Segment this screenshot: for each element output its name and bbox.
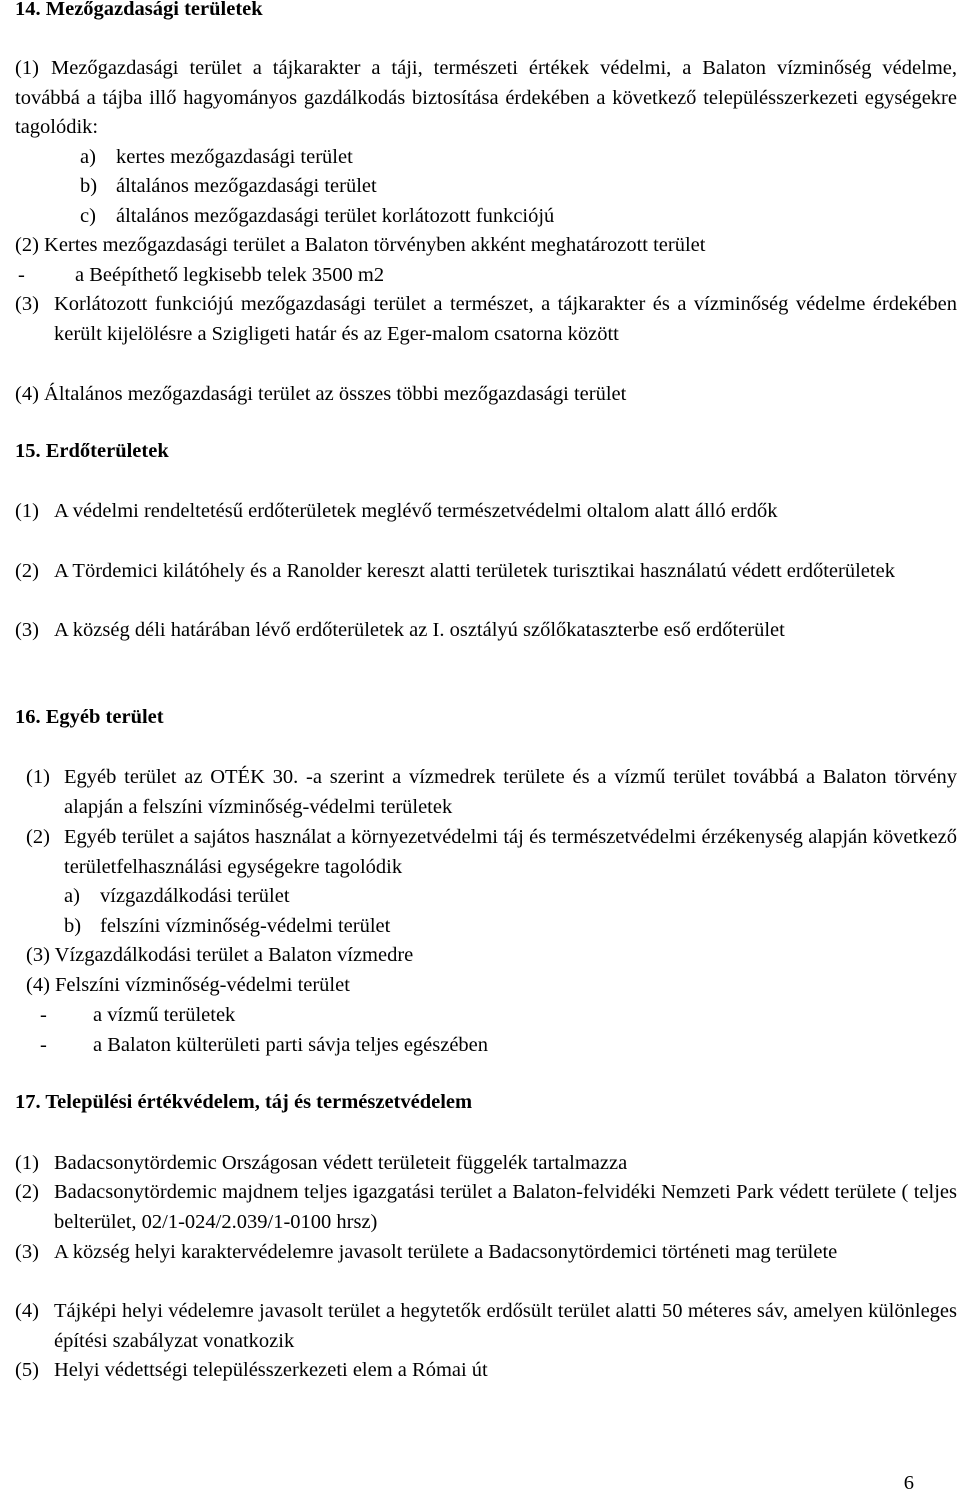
dash-mark: - [40, 1034, 47, 1056]
item-text: Badacsonytördemic Országosan védett területeit függelék tartalmazza [54, 1152, 628, 1174]
section-14-heading: 14. Mezőgazdasági területek [15, 0, 263, 20]
item-number: (1) [26, 766, 50, 788]
sub-label: b) [64, 915, 82, 937]
sec16-dash-1 [40, 1001, 236, 1031]
sec15-item-2 [15, 557, 957, 587]
item-number: (4) [15, 1300, 39, 1322]
dash-mark: - [18, 264, 25, 286]
sec17-item-2 [15, 1178, 957, 1237]
item-number: (2) [15, 1181, 39, 1203]
sub-text: vízgazdálkodási terület [100, 885, 290, 907]
item-text: Egyéb terület az OTÉK 30. -a szerint a vízmedrek területe és a vízmű terület továbbá a Balaton törvény alapján a felszíni vízminőség-védelmi területek [64, 766, 957, 818]
sec17-item-4 [15, 1297, 957, 1356]
item-number: (3) [15, 619, 39, 641]
sec16-dash-2 [40, 1031, 489, 1061]
section-17-heading: 17. Települési értékvédelem, táj és természetvédelem [15, 1091, 473, 1113]
page-number: 6 [903, 1472, 914, 1494]
sec14-dash-item [18, 261, 385, 291]
sec15-item-3 [15, 616, 957, 646]
dash-text: a vízmű területek [93, 1004, 236, 1026]
sec14-paragraph-4: (4) Általános mezőgazdasági terület az összes többi mezőgazdasági terület [15, 383, 627, 405]
sub-text: általános mezőgazdasági terület korlátozott funkciójú [116, 205, 555, 227]
dash-text: a Balaton külterületi parti sávja teljes egészében [93, 1034, 489, 1056]
item-text: A Tördemici kilátóhely és a Ranolder kereszt alatti területek turisztikai használatú védett erdőterületek [54, 560, 895, 582]
item-number: (5) [15, 1359, 39, 1381]
sec17-item-3 [15, 1238, 957, 1268]
item-number: (2) [26, 826, 50, 848]
sub-label: a) [64, 885, 80, 907]
item-number: (1) [15, 57, 39, 79]
sub-label: c) [80, 205, 96, 227]
sec17-item-5 [15, 1356, 957, 1386]
sec14-sub-c [80, 202, 555, 232]
item-text: Korlátozott funkciójú mezőgazdasági terület a természet, a tájkarakter és a vízminőség védelme érdekében került kijelölésre a Szigligeti határ és az Eger-malom csatorna között [54, 293, 957, 345]
dash-text: a Beépíthető legkisebb telek 3500 m2 [75, 264, 385, 286]
item-text: A védelmi rendeltetésű erdőterületek meglévő természetvédelmi oltalom alatt álló erdők [54, 500, 778, 522]
sec14-paragraph-2: (2) Kertes mezőgazdasági terület a Balaton törvényben akként meghatározott terület [15, 234, 706, 256]
sec16-sub-a [64, 882, 290, 912]
item-text: A község helyi karaktervédelemre javasolt területe a Badacsonytördemici történeti mag területe [54, 1241, 838, 1263]
sub-label: b) [80, 175, 98, 197]
sec14-paragraph-1 [15, 54, 957, 143]
item-text: Tájképi helyi védelemre javasolt terület a hegytetők erdősült terület alatti 50 méteres sáv, amelyen különleges építési szabályzat vonatkozik [54, 1300, 957, 1352]
sec16-sub-b [64, 912, 391, 942]
item-number: (1) [15, 500, 39, 522]
item-number: (2) [15, 560, 39, 582]
sec16-paragraph-1 [26, 763, 957, 822]
item-text: Badacsonytördemic majdnem teljes igazgatási terület a Balaton-felvidéki Nemzeti Park védett területe ( teljes belterület, 02/1-024/2.039/1-0100 hrsz) [54, 1181, 957, 1233]
item-text: A község déli határában lévő erdőterületek az I. osztályú szőlőkataszterbe eső erdőterület [54, 619, 785, 641]
sec14-sub-b [80, 172, 377, 202]
sec16-paragraph-4: (4) Felszíni vízminőség-védelmi terület [26, 974, 350, 996]
sub-label: a) [80, 146, 96, 168]
sec15-item-1 [15, 497, 957, 527]
sec16-paragraph-3: (3) Vízgazdálkodási terület a Balaton vízmedre [26, 944, 414, 966]
item-text: Helyi védettségi településszerkezeti elem a Római út [54, 1359, 488, 1381]
item-number: (3) [15, 293, 39, 315]
item-number: (3) [15, 1241, 39, 1263]
dash-mark: - [40, 1004, 47, 1026]
sec14-sub-a [80, 143, 353, 173]
item-text: Mezőgazdasági terület a tájkarakter a táji, természeti értékek védelmi, a Balaton vízminőség védelme, továbbá a tájba illő hagyományos gazdálkodás biztosítása érdekében a következő településszerkezeti egységekre tagolódik: [15, 57, 957, 138]
item-number: (1) [15, 1152, 39, 1174]
section-15-heading: 15. Erdőterületek [15, 440, 169, 462]
sec16-paragraph-2 [26, 823, 957, 882]
sub-text: felszíni vízminőség-védelmi terület [100, 915, 391, 937]
sub-text: általános mezőgazdasági terület [116, 175, 377, 197]
sub-text: kertes mezőgazdasági terület [116, 146, 353, 168]
section-16-heading: 16. Egyéb terület [15, 706, 164, 728]
sec14-paragraph-3 [15, 290, 957, 349]
sec17-item-1 [15, 1149, 957, 1179]
item-text: Egyéb terület a sajátos használat a környezetvédelmi táj és természetvédelmi érzékenység alapján következő területfelhasználási egységekre tagolódik [64, 826, 957, 878]
